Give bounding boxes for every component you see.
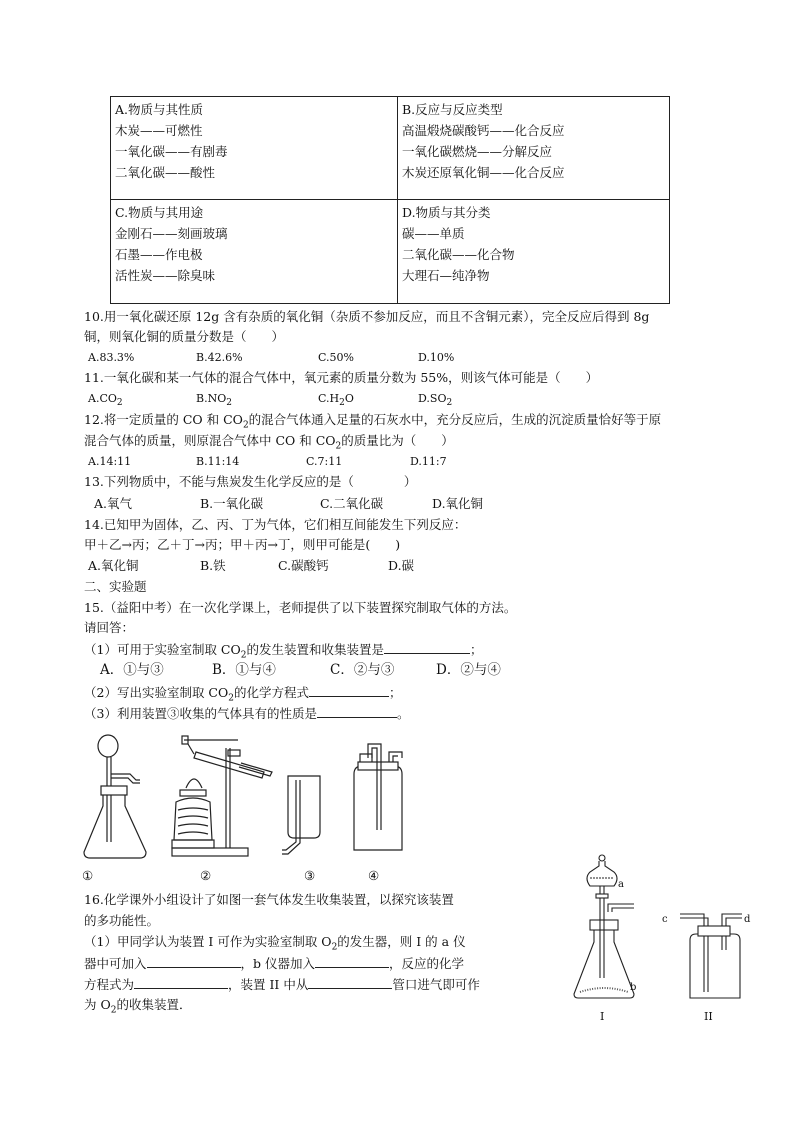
apparatus-label-3: ③ — [304, 868, 316, 883]
apparatus-3-collector — [282, 776, 320, 854]
q10-option-a: A.83.3% — [88, 351, 135, 364]
q15-line1: 15.（益阳中考）在一次化学课上，老师提供了以下装置探究制取气体的方法。 — [84, 600, 517, 615]
section-heading: 二、实验题 — [84, 579, 147, 594]
table-cell-d — [398, 200, 670, 303]
apparatus-1-flask — [84, 735, 146, 858]
apparatus-label-2: ② — [200, 868, 212, 883]
q11-option-a: $A.CO_2$ — [88, 392, 123, 409]
q14-option-b: B.铁 — [200, 558, 226, 573]
q16-line2: 的多功能性。 — [84, 913, 160, 928]
q16-blank-equation[interactable] — [134, 974, 228, 989]
q11-text: 11.一氧化碳和某一气体的混合气体中，氧元素的质量分数为 55%，则该气体可能是（ ） — [84, 370, 599, 385]
cell-a-title: A.物质与其性质 — [115, 102, 204, 117]
q16-line3: （1）甲同学认为装置 I 可作为实验室制取 $O_2$的发生器，则 I 的 a 仪 — [84, 934, 466, 953]
cell-c-line: 石墨——作电极 — [115, 247, 203, 262]
cell-c-line: 活性炭——除臭味 — [115, 268, 216, 283]
q13-option-b: B.一氧化碳 — [200, 496, 264, 511]
q12-option-b: B.11:14 — [196, 455, 240, 468]
q16-blank-a[interactable] — [147, 953, 241, 968]
q15-option-a: A．①与③ — [100, 662, 164, 678]
q14-option-a: A.氧化铜 — [88, 558, 139, 573]
q10-line2: 铜，则氧化铜的质量分数是（ ） — [84, 329, 285, 344]
q15-part1: （1）可用于实验室制取 $CO_2$的发生装置和收集装置是 ； — [84, 639, 483, 666]
cell-b-line: 木炭还原氧化铜——化合反应 — [402, 165, 565, 180]
q13-option-a: A.氧气 — [94, 496, 133, 511]
q16-line5: 方程式为 ，装置 II 中从 管口进气即可作 — [84, 974, 480, 995]
q14-option-c: C.碳酸钙 — [278, 558, 329, 573]
q15-option-d: D．②与④ — [436, 662, 501, 678]
apparatus-label-1: ① — [82, 868, 94, 883]
cell-b-line: 高温煅烧碳酸钙——化合反应 — [402, 123, 565, 138]
apparatus-2-stand-heater — [172, 736, 272, 856]
label-II: II — [704, 1010, 713, 1023]
label-a: a — [618, 879, 624, 890]
q14-line1: 14.已知甲为固体，乙、丙、丁为气体，它们相互间能发生下列反应： — [84, 517, 467, 532]
q13-option-d: D.氧化铜 — [432, 496, 484, 511]
apparatus-II-collector — [680, 914, 742, 998]
q12-option-d: D.11:7 — [410, 455, 447, 468]
q12-option-c: C.7:11 — [306, 455, 343, 468]
table-cell-c — [111, 200, 397, 303]
q15-line2: 请回答： — [84, 620, 135, 635]
cell-a-line: 木炭——可燃性 — [115, 123, 203, 138]
cell-c-line: 金刚石——刻画玻璃 — [115, 226, 228, 241]
q16-line1: 16.化学课外小组设计了如图一套气体发生收集装置，以探究该装置 — [84, 892, 454, 907]
q10-line1: 10.用一氧化碳还原 12g 含有杂质的氧化铜（杂质不参加反应，而且不含铜元素），完全反应后得到 8g — [84, 309, 650, 324]
q14-line2: 甲＋乙→丙；乙＋丁→丙；甲＋丙→丁，则甲可能是( ) — [84, 537, 401, 552]
table-cell-a — [111, 97, 397, 199]
table-cell-b — [398, 97, 670, 199]
label-d: d — [744, 914, 751, 925]
q10-option-c: C.50% — [318, 351, 354, 364]
q16-line4: 器中可加入 ，b 仪器加入 ，反应的化学 — [84, 953, 464, 974]
label-b: b — [630, 982, 637, 993]
q13-text: 13.下列物质中，不能与焦炭发生化学反应的是（ ） — [84, 474, 417, 489]
cell-d-line: 二氧化碳——化合物 — [402, 247, 515, 262]
q15-blank-2[interactable] — [309, 682, 389, 697]
q11-option-d: $D.SO_2$ — [418, 392, 453, 409]
q11-option-c: $C.H_2O$ — [318, 392, 354, 409]
q15-option-c: C．②与③ — [330, 662, 395, 678]
q16-line6: 为 $O_2$的收集装置． — [84, 997, 192, 1016]
label-c: c — [662, 914, 668, 925]
cell-a-line: 二氧化碳——酸性 — [115, 165, 216, 180]
cell-d-line: 大理石—纯净物 — [402, 268, 490, 283]
cell-a-line: 一氧化碳——有剧毒 — [115, 144, 228, 159]
q15-apparatus-figure — [76, 730, 416, 870]
q10-option-d: D.10% — [418, 351, 455, 364]
cell-d-title: D.物质与其分类 — [402, 205, 491, 220]
label-I: I — [600, 1010, 605, 1023]
apparatus-I-generator — [574, 855, 637, 998]
q15-blank-3[interactable] — [317, 703, 397, 718]
cell-d-line: 碳——单质 — [402, 226, 465, 241]
cell-b-line: 一氧化碳燃烧——分解反应 — [402, 144, 553, 159]
q11-option-b: $B.NO_2$ — [196, 392, 232, 409]
q12-line1: 12.将一定质量的 CO 和 $CO_2$的混合气体通入足量的石灰水中，充分反应后，生成的沉淀质量恰好等于原 — [84, 412, 662, 431]
q12-line2: 混合气体的质量，则原混合气体中 CO 和 $CO_2$的质量比为（ ） — [84, 433, 454, 452]
q13-option-c: C.二氧化碳 — [320, 496, 384, 511]
cell-c-title: C.物质与其用途 — [115, 205, 204, 220]
q15-part3: （3）利用装置③收集的气体具有的性质是 。 — [84, 703, 409, 724]
q16-blank-b[interactable] — [315, 953, 389, 968]
q12-option-a: A.14:11 — [88, 455, 132, 468]
q14-option-d: D.碳 — [388, 558, 415, 573]
classification-table — [110, 96, 670, 304]
q16-blank-inlet[interactable] — [308, 974, 392, 989]
apparatus-4-bottle — [354, 744, 402, 850]
q15-part2: （2）写出实验室制取 $CO_2$的化学方程式 ； — [84, 682, 402, 709]
q16-apparatus-figure — [566, 848, 766, 1008]
q15-option-b: B．①与④ — [212, 662, 276, 678]
q15-blank-1[interactable] — [384, 639, 470, 654]
cell-b-title: B.反应与反应类型 — [402, 102, 503, 117]
q10-option-b: B.42.6% — [196, 351, 243, 364]
apparatus-label-4: ④ — [368, 868, 380, 883]
